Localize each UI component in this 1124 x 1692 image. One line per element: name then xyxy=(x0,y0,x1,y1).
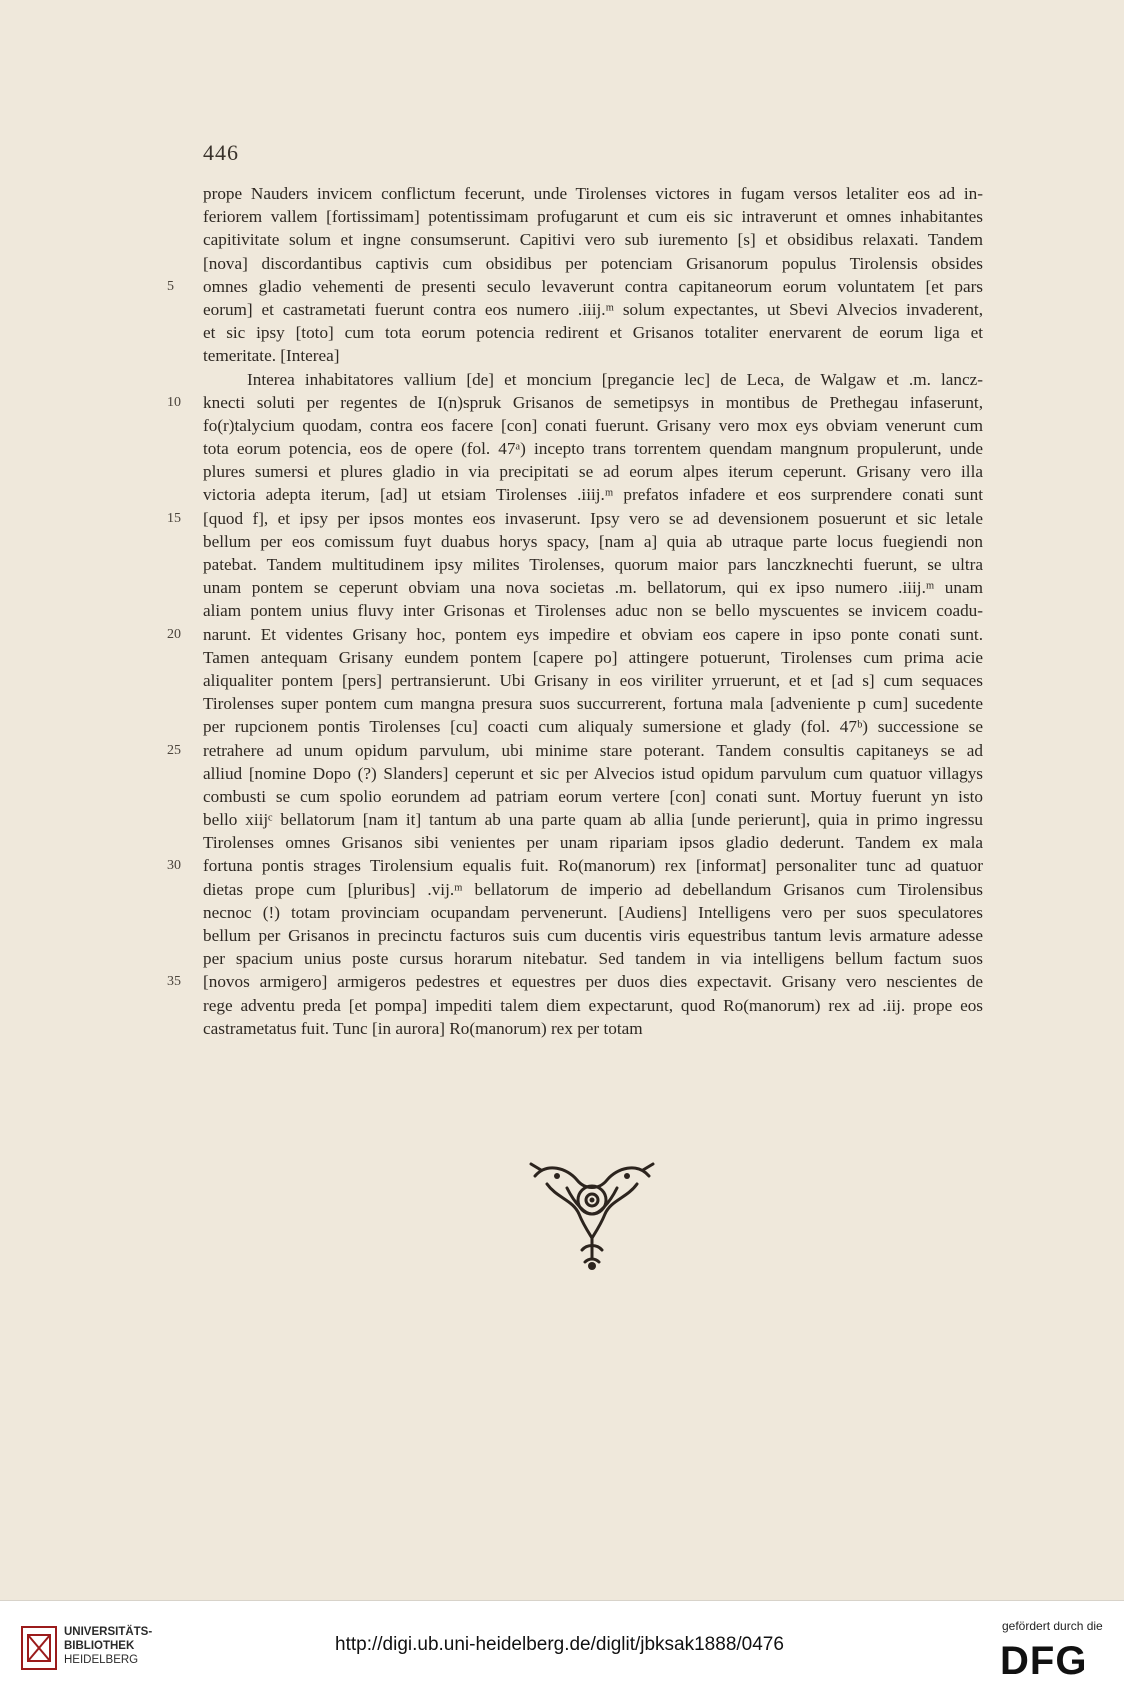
text-line xyxy=(203,321,983,344)
line-text: per rupcionem pontis Tirolenses [cu] coacti cum aliqualy sumersione et glady (fol. 47ᵇ) successione se xyxy=(203,717,983,737)
text-line xyxy=(203,808,983,831)
text-line xyxy=(203,344,983,367)
text-line xyxy=(203,576,983,599)
permalink-url[interactable]: http://digi.ub.uni-heidelberg.de/diglit/jbksak1888/0476 xyxy=(335,1634,784,1655)
text-line xyxy=(203,530,983,553)
text-line xyxy=(203,715,983,738)
line-text: necnoc (!) totam provinciam ocupandam pervenerunt. [Audiens] Intelligens vero per suos speculatores xyxy=(203,902,983,922)
line-text: omnes gladio vehementi de presenti seculo levaverunt contra capitaneorum eorum voluntatem [et pars xyxy=(203,276,983,296)
line-text: feriorem vallem [fortissimam] potentissimam profugarunt et cum eis sic intraverunt et omnes inhabitantes xyxy=(203,207,983,227)
text-line xyxy=(203,831,983,854)
line-text: bellum per eos comissum fuyt duabus horys spacy, [nam a] quia ab utraque parte locus fuegiendi non xyxy=(203,531,983,551)
text-line xyxy=(203,599,983,622)
text-line xyxy=(203,901,983,924)
line-text: fo(r)talycium quodam, contra eos facere [con] conati fuerunt. Grisany vero mox eys obviam venerunt cum xyxy=(203,415,983,435)
text-line xyxy=(167,854,983,877)
line-text: rege adventu preda [et pompa] impediti talem diem expectarunt, quod Ro(manorum) rex ad .iij. prope eos xyxy=(203,995,983,1015)
line-text: bello xiijᶜ bellatorum [nam it] tantum ab una parte quam ab allia [unde perierunt], quia in primo ingressu xyxy=(203,810,983,830)
text-line xyxy=(203,460,983,483)
line-text: per spacium unius poste cursus horarum nitebatur. Sed tandem in via intelligens bellum factum suos xyxy=(203,949,983,969)
dfg-logo: DFG xyxy=(1000,1639,1088,1683)
line-number: 5 xyxy=(167,278,174,294)
text-line xyxy=(203,669,983,692)
line-text: Tamen antequam Grisany eundem pontem [capere po] attingere potuerunt, Tirolenses cum prima acie xyxy=(203,647,983,667)
line-number: 25 xyxy=(167,742,181,758)
text-line xyxy=(203,437,983,460)
line-text: tota eorum potencia, eos de opere (fol. 47ᵃ) incepto trans torrentem quendam mangnum propulerunt, unde xyxy=(203,439,983,459)
line-number: 30 xyxy=(167,858,181,874)
line-text: combusti se cum spolio eorundem ad patriam eorum vertere [con] conati sunt. Mortuy fuerunt yn isto xyxy=(203,786,983,806)
text-line xyxy=(203,646,983,669)
line-text: plures sumersi et plures gladio in via precipitati se ad eorum alpes iterum ceperunt. Grisany vero illa xyxy=(203,462,983,482)
text-line xyxy=(167,623,983,646)
line-text: retrahere ad unum opidum parvulum, ubi minime stare poterant. Tandem consultis capitaneys se ad xyxy=(203,740,983,760)
text-line xyxy=(203,994,983,1017)
line-text: victoria adepta iterum, [ad] ut etsiam Tirolenses .iiij.ᵐ prefatos infadere et eos surprendere conati sunt xyxy=(203,485,983,505)
line-text: patebat. Tandem multitudinem ipsy milites Tirolenses, quorum maior pars lanczknechti fuerunt, se ultra xyxy=(203,555,983,574)
university-library-logo-icon xyxy=(20,1625,58,1671)
line-text: prope Nauders invicem conflictum fecerunt, unde Tirolenses victores in fugam versos letaliter eos ad in- xyxy=(203,184,983,203)
text-line xyxy=(203,252,983,275)
line-text: bellum per Grisanos in precinctu facturos suis cum ducentis viris equestribus tantum levis armature adesse xyxy=(203,926,983,945)
latin-text-body xyxy=(167,182,983,1040)
line-text: Tirolenses super pontem cum mangna presura suos succurrerent, fortuna mala [adveniente p cum] sucedente xyxy=(203,694,983,714)
text-line xyxy=(203,762,983,785)
decorative-ornament-icon xyxy=(527,1158,657,1273)
line-text: [nova] discordantibus captivis cum obsidibus per potenciam Grisanorum populus Tirolensis obsides xyxy=(203,253,983,273)
line-text: et sic ipsy [toto] cum tota eorum potencia redirent et Grisanos totaliter enervarent de eorum liga et xyxy=(203,323,983,343)
text-line xyxy=(203,298,983,321)
text-line xyxy=(167,507,983,530)
line-text: knecti soluti per regentes de I(n)spruk Grisanos de semetipsys in montibus de Prethegau infaserunt, xyxy=(203,392,983,412)
text-line xyxy=(203,947,983,970)
text-line xyxy=(203,878,983,901)
line-text: dietas prope cum [pluribus] .vij.ᵐ bellatorum de imperio ad debellandum Grisanos cum Tirolensibus xyxy=(203,879,983,899)
text-line xyxy=(203,205,983,228)
text-line xyxy=(203,1017,983,1040)
text-line xyxy=(203,228,983,251)
line-text: Tirolenses omnes Grisanos sibi venientes per unam ripariam ipsos gladio dederunt. Tandem ex mala xyxy=(203,833,983,853)
line-text: eorum] et castrametati fuerunt contra eos numero .iiij.ᵐ solum expectantes, ut Sbevi Alvecios invaderent, xyxy=(203,299,983,319)
text-line xyxy=(203,924,983,947)
line-text: aliqualiter pontem [pers] pertransierunt. Ubi Grisany in eos viriliter yrruerunt, et et [ad s] cum sequaces xyxy=(203,670,983,690)
text-line xyxy=(203,368,983,391)
text-line xyxy=(203,785,983,808)
text-line xyxy=(203,692,983,715)
library-name: UNIVERSITÄTS- BIBLIOTHEK HEIDELBERG xyxy=(64,1626,153,1666)
line-text: castrametatus fuit. Tunc [in aurora] Ro(manorum) rex per totam xyxy=(203,1018,643,1038)
text-line xyxy=(167,970,983,993)
text-line xyxy=(203,483,983,506)
text-line xyxy=(203,414,983,437)
line-text: alliud [nomine Dopo (?) Slanders] ceperunt et sic per Alvecios istud opidum parvulum cum quatuor villagys xyxy=(203,763,983,783)
line-text: aliam pontem unius fluvy inter Grisonas et Tirolenses aduc non se bello myscuentes se invicem coadu- xyxy=(203,601,983,621)
line-text: unam pontem se ceperunt obviam una nova societas .m. bellatorum, qui ex ipso numero .iiij.ᵐ unam xyxy=(203,578,983,598)
text-line xyxy=(167,275,983,298)
funded-by-label: gefördert durch die xyxy=(1002,1619,1103,1633)
text-line xyxy=(167,391,983,414)
line-text: narunt. Et videntes Grisany hoc, pontem eys impedire et obviam eos capere in ipso ponte conati sunt. xyxy=(203,624,983,644)
line-text: temeritate. [Interea] xyxy=(203,346,340,366)
line-text: fortuna pontis strages Tirolensium equalis fuit. Ro(manorum) rex [informat] personaliter tunc ad quatuor xyxy=(203,856,983,876)
text-line xyxy=(203,182,983,205)
text-line xyxy=(203,553,983,576)
line-text: [novos armigero] armigeros pedestres et equestres per duos dies expectavit. Grisany vero nescientes de xyxy=(203,972,983,992)
footer-bar xyxy=(0,1600,1124,1692)
page-number: 446 xyxy=(203,140,239,165)
line-number: 15 xyxy=(167,510,181,526)
line-number: 35 xyxy=(167,974,181,990)
line-number: 10 xyxy=(167,394,181,410)
text-line xyxy=(167,739,983,762)
line-text: capitivitate solum et ingne consumserunt. Capitivi vero sub iuremento [s] et obsidibus relaxati. Tandem xyxy=(203,230,983,250)
line-text: Interea inhabitatores vallium [de] et moncium [pregancie lec] de Leca, de Walgaw et .m. lancz- xyxy=(247,369,983,389)
line-number: 20 xyxy=(167,626,181,642)
line-text: [quod f], et ipsy per ipsos montes eos invaserunt. Ipsy vero se ad devensionem posuerunt et sic letale xyxy=(203,508,983,528)
